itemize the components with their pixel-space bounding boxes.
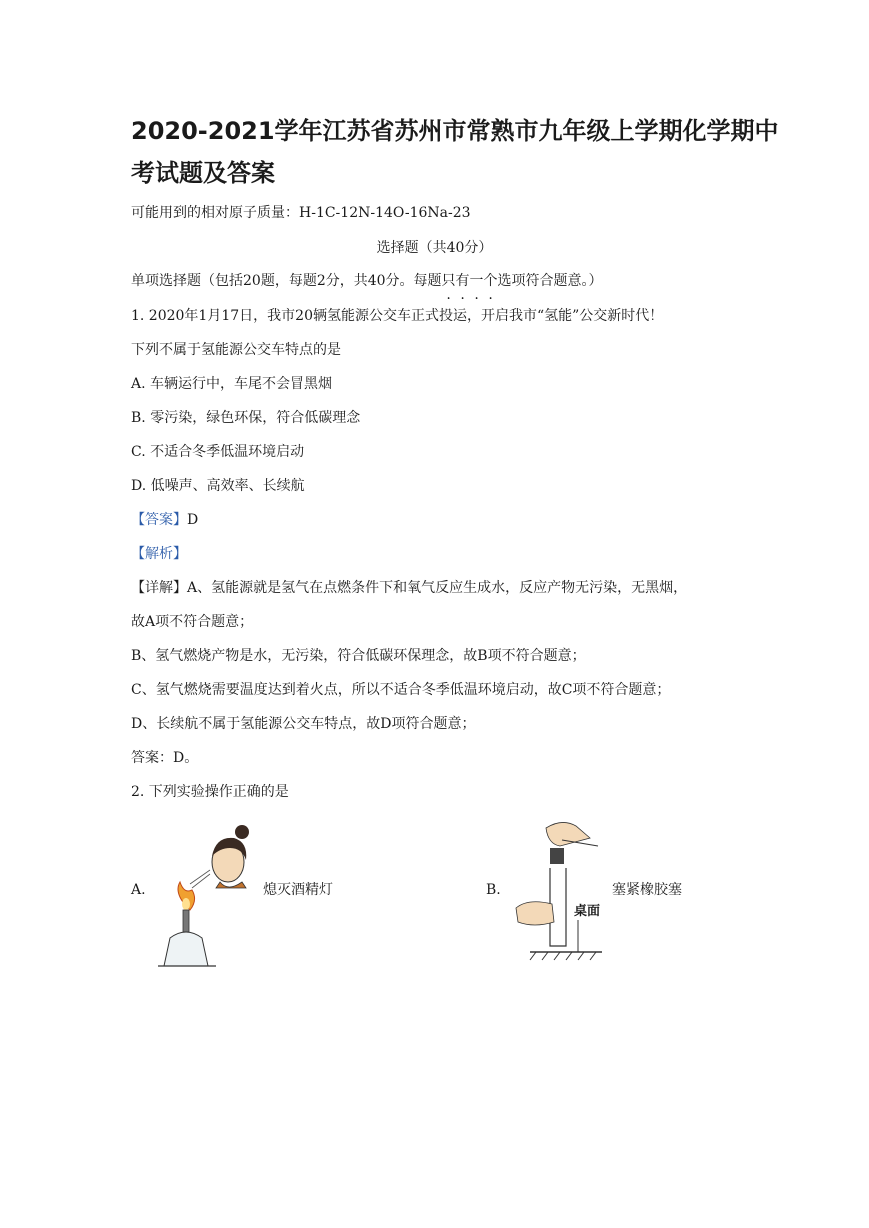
q1-detail-d: D、长续航不属于氢能源公交车特点，故D项符合题意； [131, 716, 476, 732]
q1-stem-line1: 1. 2020年1月17日，我市20辆氢能源公交车正式投运，开启我市“氢能”公交新时代！ [131, 308, 664, 324]
q2-option-a-caption: 熄灭酒精灯 [263, 882, 333, 898]
instructions-before: 单项选择题（包括20题，每题2分，共40分。每题 [131, 273, 442, 289]
q1-detail-c: C、氢气燃烧需要温度达到着火点，所以不适合冬季低温环境启动，故C项不符合题意； [131, 682, 671, 698]
q1-detail-line2: 故A项不符合题意； [131, 614, 254, 630]
doc-title-line1: 2020-2021学年江苏省苏州市常熟市九年级上学期化学期中 [131, 117, 779, 145]
q1-detail-line1 [131, 578, 687, 598]
doc-title-line2: 考试题及答案 [131, 159, 275, 187]
emphasis-char: 个 [483, 273, 498, 289]
instructions [131, 271, 603, 291]
extinguish-lamp-figure [150, 820, 260, 970]
answer-tag: 【答案】 [131, 512, 187, 528]
q1-analysis [131, 544, 187, 564]
q1-answer [131, 510, 198, 530]
figure-table-label: 桌面 [574, 904, 601, 919]
analysis-tag: 【解析】 [131, 546, 187, 562]
q2-option-b-letter: B. [486, 882, 501, 898]
q1-detail-b: B、氢气燃烧产物是水，无污染，符合低碳环保理念，故B项不符合题意； [131, 648, 586, 664]
insert-stopper-figure [510, 818, 610, 968]
atomic-mass-note: 可能用到的相对原子质量：H-1C-12N-14O-16Na-23 [131, 205, 471, 221]
detail-text: A、氢能源就是氢气在点燃条件下和氧气反应生成水，反应产物无污染，无黑烟， [187, 580, 688, 596]
detail-tag: 【详解】 [131, 580, 187, 596]
emphasis-char: 一 [469, 273, 484, 289]
emphasis-char: 有 [455, 273, 470, 289]
q1-option-a: A. 车辆运行中，车尾不会冒黑烟 [131, 376, 333, 392]
section-title: 选择题（共40分） [376, 240, 493, 256]
q2-option-b-caption: 塞紧橡胶塞 [612, 882, 682, 898]
q1-option-d: D. 低噪声、高效率、长续航 [131, 478, 305, 494]
q1-final-answer: 答案：D。 [131, 750, 199, 766]
answer-value: D [187, 512, 199, 528]
q2-stem: 2. 下列实验操作正确的是 [131, 784, 289, 800]
q2-option-a-letter: A. [131, 882, 146, 898]
q1-option-b: B. 零污染，绿色环保，符合低碳理念 [131, 410, 361, 426]
emphasis-char: 只 [441, 273, 456, 289]
instructions-after: 选项符合题意。） [497, 273, 603, 289]
q1-option-c: C. 不适合冬季低温环境启动 [131, 444, 305, 460]
q1-stem-line2: 下列不属于氢能源公交车特点的是 [131, 342, 341, 358]
